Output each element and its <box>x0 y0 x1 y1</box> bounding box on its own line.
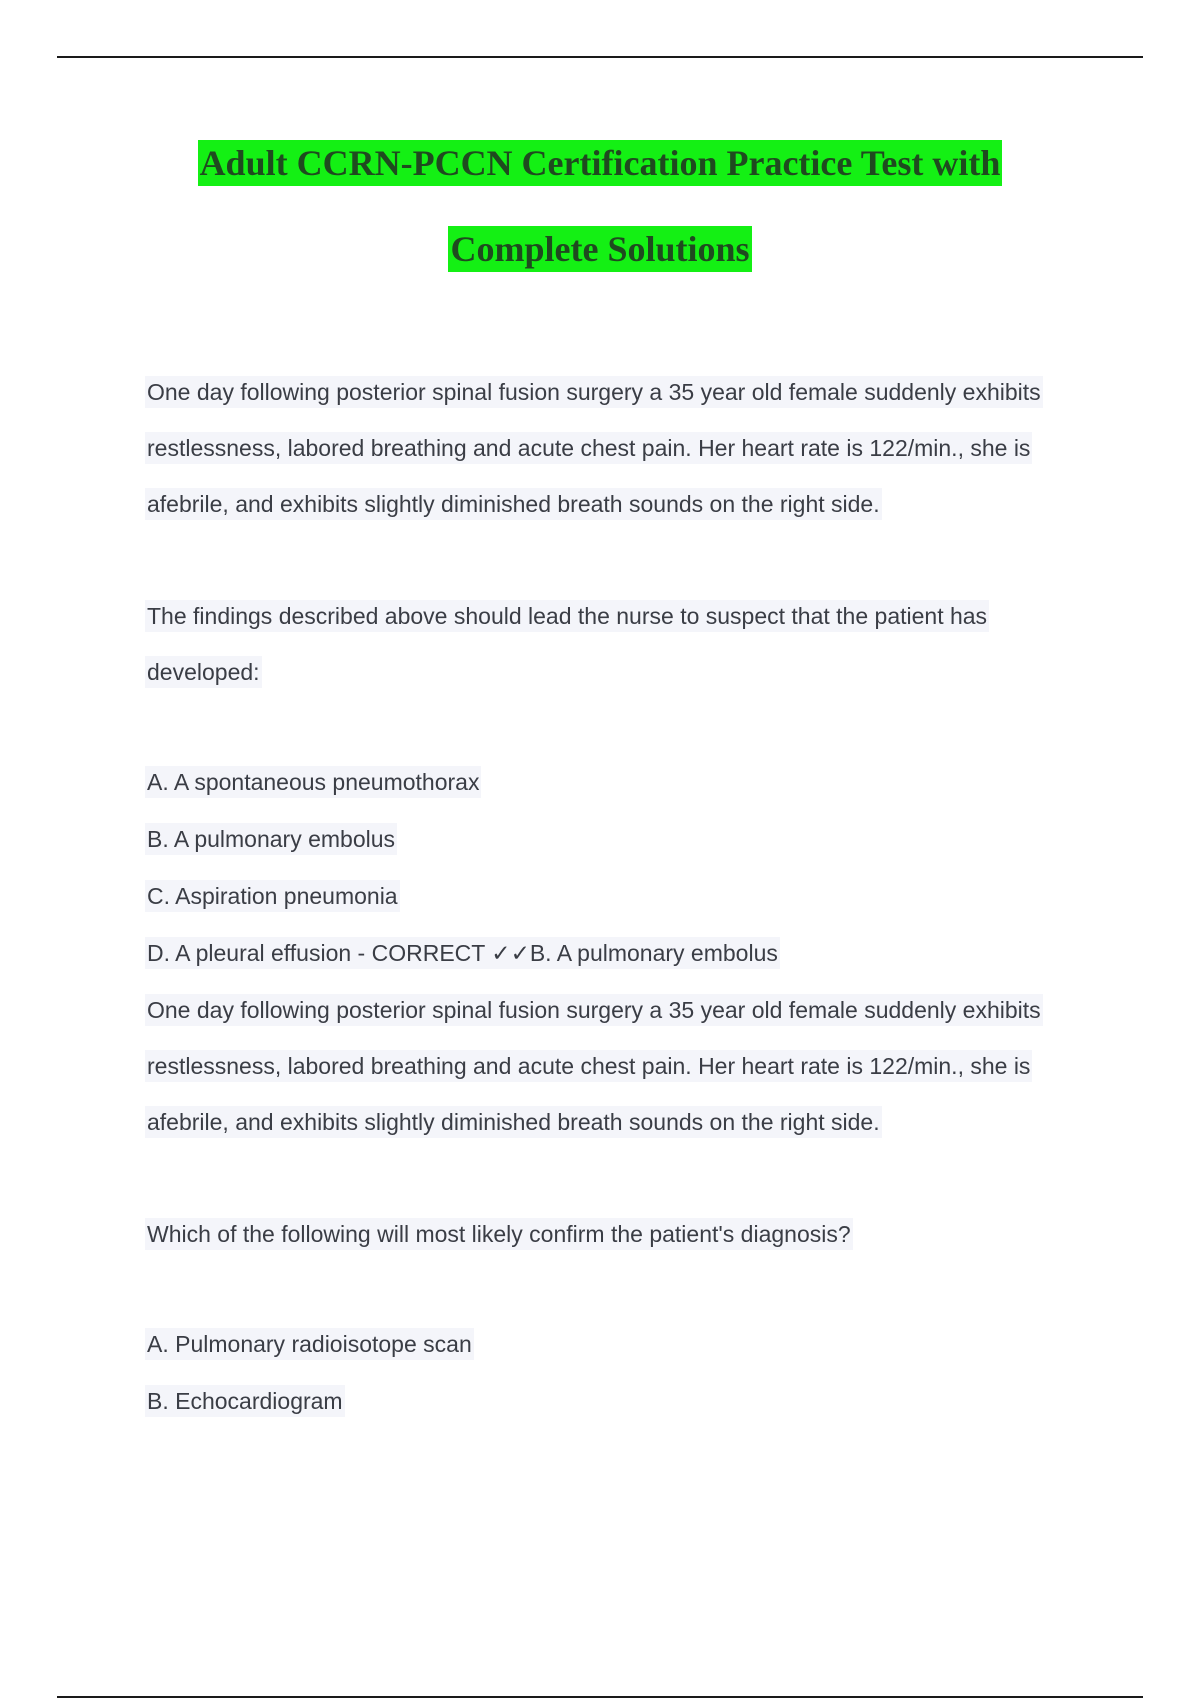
q2-question-line: Which of the following will most likely confirm the patient's diagnosis? <box>145 1218 853 1250</box>
q1-question <box>145 588 1095 700</box>
q1-option-c-text: C. Aspiration pneumonia <box>145 880 400 912</box>
q2-stem-line: One day following posterior spinal fusion surgery a 35 year old female suddenly exhibits <box>145 994 1043 1026</box>
q2-option-b-text: B. Echocardiogram <box>145 1385 345 1417</box>
q1-option-c <box>145 868 1095 925</box>
title-line-2: Complete Solutions <box>448 226 751 272</box>
document-body <box>145 364 1095 1430</box>
q2-option-a-text: A. Pulmonary radioisotope scan <box>145 1328 474 1360</box>
q1-option-b <box>145 811 1095 868</box>
q1-question-line: The findings described above should lead the nurse to suspect that the patient has <box>145 600 989 632</box>
q1-stem-line: restlessness, labored breathing and acute chest pain. Her heart rate is 122/min., she is <box>145 432 1032 464</box>
title-line-1: Adult CCRN-PCCN Certification Practice Test with <box>198 140 1003 186</box>
q1-stem-line: One day following posterior spinal fusion surgery a 35 year old female suddenly exhibits <box>145 376 1043 408</box>
q1-stem-line: afebrile, and exhibits slightly diminished breath sounds on the right side. <box>145 488 882 520</box>
q2-option-b <box>145 1373 1095 1430</box>
q1-options <box>145 754 1095 982</box>
q1-option-a <box>145 754 1095 811</box>
q1-option-a-text: A. A spontaneous pneumothorax <box>145 766 481 798</box>
footer-rule <box>57 1696 1143 1698</box>
q2-stem-line: afebrile, and exhibits slightly diminished breath sounds on the right side. <box>145 1106 882 1138</box>
q2-options <box>145 1316 1095 1430</box>
q1-stem <box>145 364 1095 532</box>
q2-stem-line: restlessness, labored breathing and acute chest pain. Her heart rate is 122/min., she is <box>145 1050 1032 1082</box>
q1-question-line: developed: <box>145 656 262 688</box>
q2-question <box>145 1206 1095 1262</box>
document-title <box>0 140 1200 312</box>
header-rule <box>57 56 1143 58</box>
q1-option-b-text: B. A pulmonary embolus <box>145 823 397 855</box>
q2-option-a <box>145 1316 1095 1373</box>
q1-option-d-text: D. A pleural effusion - CORRECT ✓✓B. A pulmonary embolus <box>145 937 780 969</box>
q2-stem <box>145 982 1095 1150</box>
q1-option-d-answer <box>145 925 1095 982</box>
